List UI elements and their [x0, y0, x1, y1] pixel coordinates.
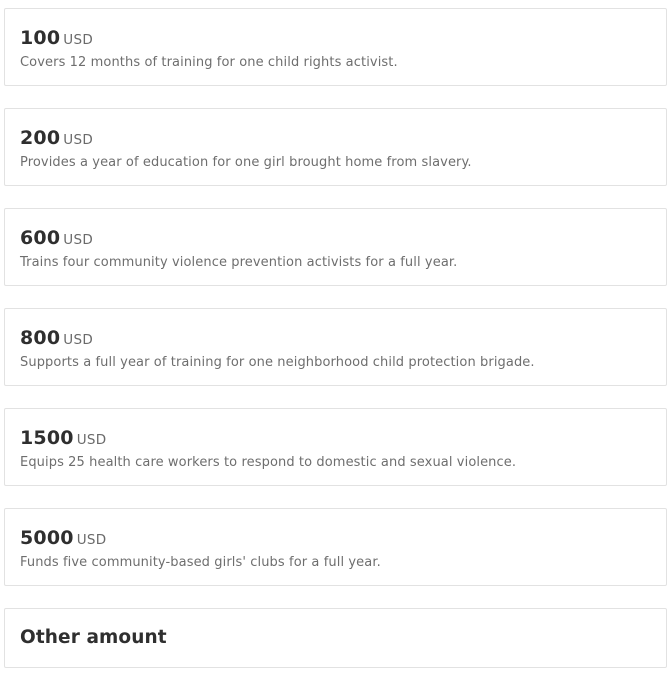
donation-amount: 200: [20, 127, 61, 149]
currency-label: USD: [63, 332, 94, 348]
donation-description: Supports a full year of training for one neighborhood child protection brigade.: [20, 355, 535, 370]
donation-option-100[interactable]: [4, 8, 667, 86]
currency-label: USD: [76, 432, 107, 448]
donation-description: Covers 12 months of training for one child rights activist.: [20, 55, 398, 70]
donation-amount-line: [20, 527, 106, 549]
donation-amount: 800: [20, 327, 61, 349]
other-amount-label: Other amount: [20, 627, 167, 648]
donation-description: Provides a year of education for one girl brought home from slavery.: [20, 155, 472, 170]
donation-amount: 600: [20, 227, 61, 249]
donation-amount: 5000: [20, 527, 74, 549]
donation-amount-line: [20, 27, 93, 49]
donation-option-5000[interactable]: [4, 508, 667, 586]
donation-amount: 100: [20, 27, 61, 49]
donation-option-600[interactable]: [4, 208, 667, 286]
donation-amount-line: [20, 127, 93, 149]
donation-amount-line: [20, 227, 93, 249]
currency-label: USD: [63, 232, 94, 248]
donation-description: Equips 25 health care workers to respond to domestic and sexual violence.: [20, 455, 517, 470]
currency-label: USD: [63, 32, 94, 48]
donation-option-1500[interactable]: [4, 408, 667, 486]
currency-label: USD: [63, 132, 94, 148]
donation-option-200[interactable]: [4, 108, 667, 186]
donation-amount-line: [20, 427, 106, 449]
currency-label: USD: [76, 532, 107, 548]
donation-description: Funds five community-based girls' clubs for a full year.: [20, 555, 381, 570]
donation-amount: 1500: [20, 427, 74, 449]
donation-amount-line: [20, 327, 93, 349]
donation-option-800[interactable]: [4, 308, 667, 386]
donation-description: Trains four community violence prevention activists for a full year.: [20, 255, 458, 270]
other-amount-option[interactable]: [4, 608, 667, 668]
